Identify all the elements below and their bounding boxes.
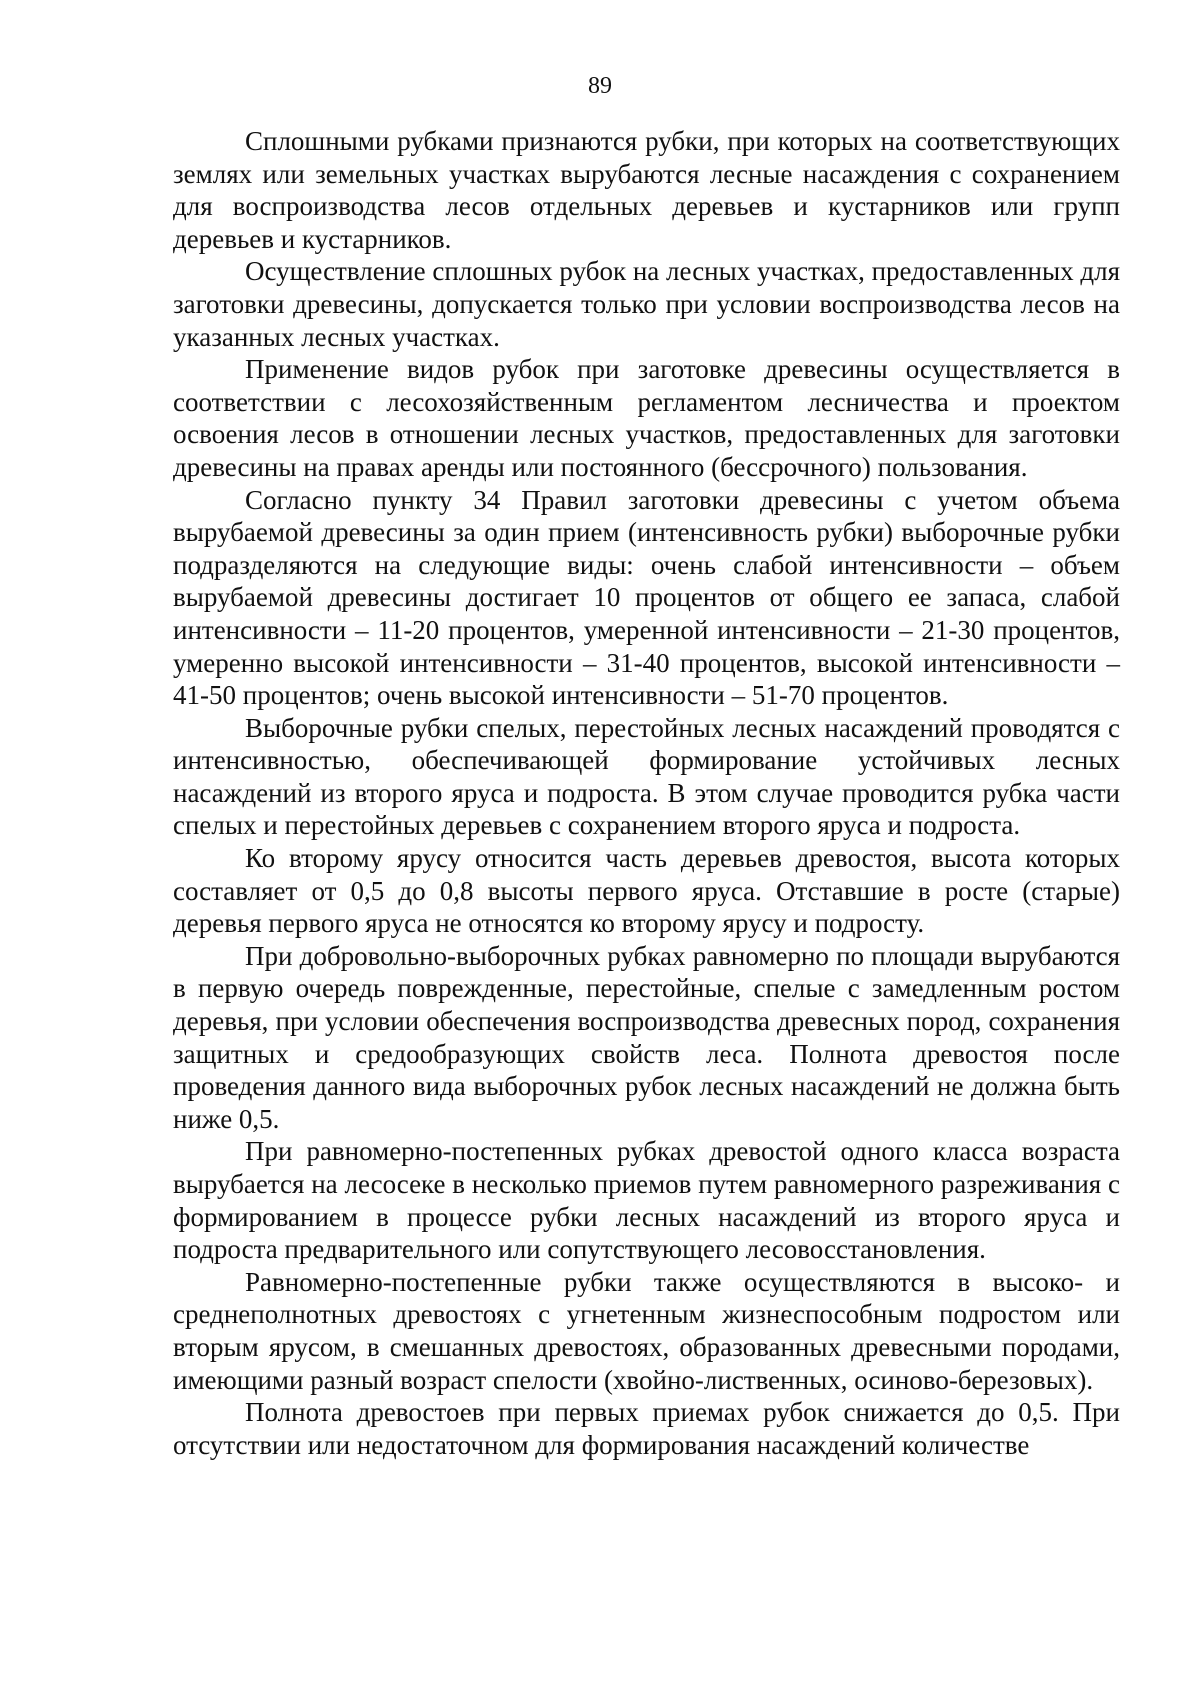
body-text [173,125,1120,1461]
page-number: 89 [588,73,612,99]
paragraph-stand-density: Полнота древостоев при первых приемах рубок снижается до 0,5. При отсутствии или недостаточном для формирования насаждений количестве [173,1397,1120,1460]
paragraph-clear-cutting-definition: Сплошными рубками признаются рубки, при которых на соответствующих землях или земельных участках вырубаются лесные насаждения с сохранением для воспроизводства лесов отдельных деревьев и кустарников или групп деревьев и кустарников. [173,126,1120,254]
paragraph-clear-cutting-conditions: Осуществление сплошных рубок на лесных участках, предоставленных для заготовки древесины, допускается только при условии воспроизводства лесов на указанных лесных участках. [173,256,1120,352]
paragraph-selective-cutting: Выборочные рубки спелых, перестойных лесных насаждений проводятся с интенсивностью, обеспечивающей формирование устойчивых лесных насаждений из второго яруса и подроста. В этом случае проводится рубка части спелых и перестойных деревьев с сохранением второго яруса и подроста. [173,712,1120,841]
paragraph-voluntary-selective-cutting: При добровольно-выборочных рубках равномерно по площади вырубаются в первую очередь поврежденные, перестойные, спелые с замедленным ростом деревья, при условии обеспечения воспроизводства древесных пород, сохранения защитных и средообразующих свойств леса. Полнота древостоя после проведения данного вида выборочных рубок лесных насаждений не должна быть ниже 0,5. [173,940,1120,1134]
paragraph-uniform-gradual-application: Равномерно-постепенные рубки также осуществляются в высоко- и среднеполнотных древостоях с угнетенным жизнеспособным подростом или вторым ярусом, в смешанных древостоях, образованных древесными породами, имеющими разный возраст спелости (хвойно-лиственных, осиново-березовых). [173,1266,1120,1395]
paragraph-second-tier: Ко второму ярусу относится часть деревьев древостоя, высота которых составляет от 0,5 до 0,8 высоты первого яруса. Отставшие в росте (старые) деревья первого яруса не относятся ко второму ярусу и подросту. [173,843,1120,939]
paragraph-uniform-gradual-cutting: При равномерно-постепенных рубках древостой одного класса возраста вырубается на лесосеке в несколько приемов путем равномерного разреживания с формированием в процессе рубки лесных насаждений из второго яруса и подроста предварительного или сопутствующего лесовосстановления. [173,1136,1120,1265]
paragraph-intensity-classes: Согласно пункту 34 Правил заготовки древесины с учетом объема вырубаемой древесины за один прием (интенсивность рубки) выборочные рубки подразделяются на следующие виды: очень слабой интенсивности – объем вырубаемой древесины достигает 10 процентов от общего ее запаса, слабой интенсивности – 11-20 процентов, умеренной интенсивности – 21-30 процентов, умеренно высокой интенсивности – 31-40 процентов, высокой интенсивности – 41-50 процентов; очень высокой интенсивности – 51-70 процентов. [173,484,1120,711]
paragraph-cutting-types-application: Применение видов рубок при заготовке древесины осуществляется в соответствии с лесохозяйственным регламентом лесничества и проектом освоения лесов в отношении лесных участков, предоставленных для заготовки древесины на правах аренды или постоянного (бессрочного) пользования. [173,354,1120,482]
